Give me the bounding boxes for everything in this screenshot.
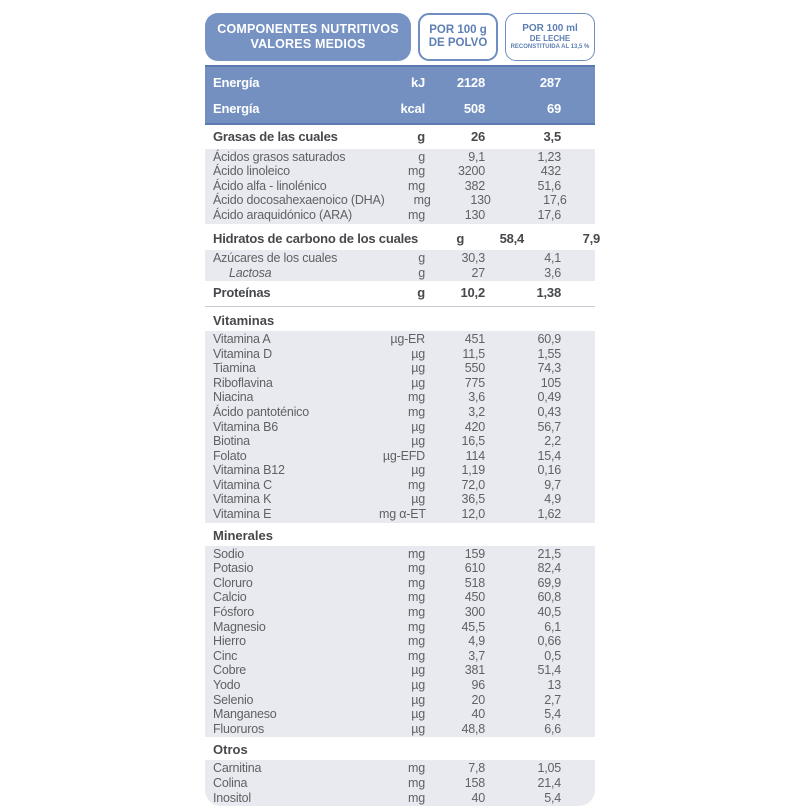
value-per-100ml: 5,4 bbox=[544, 707, 561, 722]
nutrient-label: Ácido araquidónico (ARA) bbox=[213, 207, 353, 222]
nutrient-label: Folato bbox=[213, 448, 247, 463]
nutrient-unit: µg bbox=[411, 492, 425, 507]
value-per-100g: 4,9 bbox=[468, 634, 485, 649]
value-per-100g: 130 bbox=[464, 207, 485, 222]
nutrient-row bbox=[205, 150, 595, 165]
nutrient-unit: mg bbox=[408, 546, 425, 561]
nutrient-row bbox=[205, 492, 595, 507]
nutrient-unit: mg bbox=[408, 207, 425, 222]
nutrient-row bbox=[205, 663, 595, 678]
value-per-100ml: 5,4 bbox=[544, 790, 561, 805]
value-per-100g: 96 bbox=[471, 678, 485, 692]
nutrient-unit: g bbox=[418, 251, 425, 266]
nutrient-unit: kJ bbox=[410, 75, 425, 90]
value-per-100g: 7,8 bbox=[468, 761, 485, 776]
nutrient-unit: mg bbox=[408, 605, 425, 620]
nutrient-label: Yodo bbox=[213, 678, 241, 692]
nutrient-row bbox=[205, 561, 595, 576]
value-per-100g: 382 bbox=[464, 178, 485, 193]
value-per-100g: 508 bbox=[463, 101, 485, 116]
table-title bbox=[205, 13, 411, 61]
value-per-100g: 3,2 bbox=[468, 404, 485, 419]
nutrient-row bbox=[205, 376, 595, 391]
value-per-100ml: 51,6 bbox=[537, 178, 561, 193]
nutrient-unit: mg bbox=[408, 648, 425, 663]
value-per-100ml: 69 bbox=[546, 101, 561, 116]
nutrient-band bbox=[205, 250, 595, 281]
energy-band bbox=[205, 65, 595, 125]
nutrient-row bbox=[205, 678, 595, 693]
nutrient-band bbox=[205, 760, 595, 806]
nutrient-unit: mg bbox=[408, 178, 425, 193]
value-per-100g: 610 bbox=[464, 561, 485, 576]
value-per-100ml: 0,43 bbox=[537, 404, 561, 419]
nutrient-label: Calcio bbox=[213, 590, 247, 605]
nutrient-row bbox=[205, 179, 595, 194]
value-per-100ml: 1,55 bbox=[537, 346, 561, 361]
value-per-100ml: 4,9 bbox=[544, 492, 561, 507]
nutrient-row bbox=[205, 95, 595, 121]
nutrient-label: Cinc bbox=[213, 648, 238, 663]
value-per-100ml: 3,6 bbox=[544, 265, 561, 280]
value-per-100ml: 21,5 bbox=[537, 546, 561, 561]
nutrient-unit: mg bbox=[408, 561, 425, 576]
table-title-line1: COMPONENTES NUTRITIVOS bbox=[217, 22, 399, 36]
value-per-100ml: 51,4 bbox=[537, 663, 561, 678]
section-title: Otros bbox=[213, 742, 248, 758]
nutrient-unit: mg bbox=[408, 590, 425, 605]
nutrition-facts-table bbox=[205, 13, 601, 806]
nutrient-label: Ácidos grasos saturados bbox=[213, 149, 346, 164]
value-per-100g: 36,5 bbox=[461, 492, 485, 507]
nutrient-label: Vitamina B12 bbox=[213, 463, 285, 478]
value-per-100g: 40 bbox=[471, 790, 485, 805]
nutrient-row bbox=[205, 547, 595, 562]
nutrient-unit: µg bbox=[411, 663, 425, 678]
value-per-100ml: 9,7 bbox=[544, 477, 561, 492]
section-title: Minerales bbox=[213, 527, 273, 543]
value-per-100g: 10,2 bbox=[460, 285, 485, 301]
nutrient-label: Energía bbox=[213, 101, 260, 116]
nutrient-row bbox=[205, 722, 595, 737]
value-per-100g: 381 bbox=[464, 663, 485, 678]
value-per-100ml: 4,1 bbox=[544, 251, 561, 266]
value-per-100g: 775 bbox=[464, 375, 485, 390]
nutrient-unit: g bbox=[417, 285, 425, 301]
value-per-100g: 550 bbox=[464, 361, 485, 376]
value-per-100ml: 0,49 bbox=[537, 390, 561, 405]
nutrient-unit: µg bbox=[411, 361, 425, 376]
nutrient-row bbox=[205, 634, 595, 649]
nutrient-row bbox=[205, 576, 595, 591]
nutrient-label: Ácido docosahexaenoico (DHA) bbox=[213, 193, 385, 208]
nutrient-unit: µg bbox=[411, 346, 425, 361]
value-per-100ml: 6,1 bbox=[544, 619, 561, 634]
nutrient-label: Hierro bbox=[213, 634, 246, 649]
value-per-100ml: 60,9 bbox=[537, 331, 561, 346]
nutrient-unit: mg bbox=[408, 477, 425, 492]
nutrient-label: Fluoruros bbox=[213, 721, 264, 736]
nutrient-band bbox=[205, 331, 595, 523]
nutrient-label: Biotina bbox=[213, 434, 250, 449]
value-per-100g: 2128 bbox=[456, 75, 485, 90]
per-100ml-line2: DE LECHE bbox=[529, 34, 571, 43]
value-per-100g: 159 bbox=[464, 546, 485, 561]
nutrient-unit: µg-ER bbox=[390, 331, 425, 346]
divider-line bbox=[205, 306, 595, 307]
nutrient-label: Grasas de las cuales bbox=[213, 129, 338, 144]
nutrient-label: Carnitina bbox=[213, 761, 262, 776]
nutrient-label: Energía bbox=[213, 75, 260, 90]
nutrient-unit: mg bbox=[408, 761, 425, 776]
nutrient-unit: g bbox=[418, 149, 425, 164]
nutrient-label: Niacina bbox=[213, 390, 254, 405]
nutrient-sections bbox=[205, 125, 601, 806]
value-per-100g: 30,3 bbox=[461, 251, 485, 266]
nutrient-row bbox=[205, 347, 595, 362]
value-per-100g: 3,6 bbox=[468, 390, 485, 405]
nutrient-unit: g bbox=[456, 230, 465, 246]
nutrient-label: Magnesio bbox=[213, 619, 266, 634]
nutrient-band bbox=[205, 149, 595, 224]
value-per-100g: 3200 bbox=[457, 164, 485, 179]
nutrient-row bbox=[205, 649, 595, 664]
nutrient-unit: mg bbox=[413, 193, 431, 208]
nutrient-label: Vitamina C bbox=[213, 477, 272, 492]
nutrient-unit: µg bbox=[411, 463, 425, 478]
nutrient-row bbox=[205, 361, 595, 376]
value-per-100g: 20 bbox=[471, 692, 485, 707]
nutrient-label: Vitamina K bbox=[213, 492, 272, 507]
nutrient-label: Hidratos de carbono de los cuales bbox=[213, 230, 419, 246]
nutrient-label: Vitamina D bbox=[213, 346, 272, 361]
nutrient-unit: µg bbox=[411, 707, 425, 722]
nutrient-row bbox=[205, 251, 595, 266]
nutrient-row bbox=[205, 208, 595, 223]
value-per-100ml: 7,9 bbox=[582, 230, 601, 246]
nutrient-unit: µg bbox=[411, 419, 425, 434]
nutrient-row bbox=[205, 420, 595, 435]
value-per-100ml: 74,3 bbox=[537, 361, 561, 376]
value-per-100g: 451 bbox=[464, 331, 485, 346]
value-per-100g: 48,8 bbox=[461, 721, 485, 736]
nutrient-label: Azúcares de los cuales bbox=[213, 251, 338, 266]
nutrient-row bbox=[205, 266, 595, 281]
nutrient-label: Ácido linoleico bbox=[213, 164, 290, 179]
value-per-100ml: 21,4 bbox=[537, 775, 561, 790]
value-per-100ml: 2,7 bbox=[544, 692, 561, 707]
value-per-100ml: 1,05 bbox=[537, 761, 561, 776]
value-per-100ml: 432 bbox=[540, 164, 561, 179]
value-per-100ml: 3,5 bbox=[543, 129, 561, 144]
nutrient-unit: µg bbox=[411, 692, 425, 707]
nutrient-label: Fósforo bbox=[213, 605, 254, 620]
nutrient-unit: g bbox=[418, 265, 425, 280]
value-per-100ml: 17,6 bbox=[543, 193, 567, 208]
value-per-100g: 1,19 bbox=[461, 463, 485, 478]
nutrient-unit: mg bbox=[408, 775, 425, 790]
value-per-100ml: 1,38 bbox=[536, 285, 561, 301]
nutrient-unit: µg bbox=[411, 678, 425, 692]
nutrient-row bbox=[205, 761, 595, 776]
per-100g-line2: DE POLVO bbox=[428, 37, 488, 49]
value-per-100g: 518 bbox=[464, 575, 485, 590]
nutrient-label: Colina bbox=[213, 775, 248, 790]
nutrient-row bbox=[205, 164, 595, 179]
table-title-line2: VALORES MEDIOS bbox=[250, 37, 366, 51]
value-per-100ml: 0,66 bbox=[537, 634, 561, 649]
value-per-100g: 158 bbox=[464, 775, 485, 790]
nutrient-row bbox=[205, 125, 595, 149]
value-per-100ml: 105 bbox=[540, 375, 561, 390]
nutrient-label: Inositol bbox=[213, 790, 252, 805]
per-100g-line1: POR 100 g bbox=[429, 24, 487, 36]
nutrient-label: Vitamina E bbox=[213, 507, 272, 522]
value-per-100ml: 1,62 bbox=[537, 507, 561, 522]
nutrient-label: Tiamina bbox=[213, 361, 256, 376]
nutrient-row bbox=[205, 434, 595, 449]
value-per-100ml: 82,4 bbox=[537, 561, 561, 576]
value-per-100ml: 17,6 bbox=[537, 207, 561, 222]
value-per-100ml: 40,5 bbox=[537, 605, 561, 620]
nutrient-label: Vitamina A bbox=[213, 331, 271, 346]
nutrient-label: Riboflavina bbox=[213, 375, 273, 390]
value-per-100g: 40 bbox=[471, 707, 485, 722]
nutrient-row bbox=[205, 69, 595, 95]
nutrient-row bbox=[205, 590, 595, 605]
nutrient-label: Manganeso bbox=[213, 707, 277, 722]
value-per-100ml: 56,7 bbox=[537, 419, 561, 434]
nutrient-row bbox=[205, 707, 595, 722]
nutrient-row bbox=[205, 463, 595, 478]
value-per-100ml: 1,23 bbox=[537, 149, 561, 164]
nutrient-label: Cloruro bbox=[213, 575, 253, 590]
nutrient-unit: µg bbox=[411, 375, 425, 390]
nutrient-unit: kcal bbox=[400, 101, 425, 116]
nutrient-label: Ácido alfa - linolénico bbox=[213, 178, 327, 193]
nutrient-row bbox=[205, 776, 595, 791]
value-per-100ml: 69,9 bbox=[537, 575, 561, 590]
column-header-per-100g-powder bbox=[418, 13, 498, 61]
nutrient-unit: mg bbox=[408, 634, 425, 649]
nutrient-unit: mg bbox=[408, 390, 425, 405]
value-per-100g: 11,5 bbox=[462, 346, 485, 361]
nutrient-unit: g bbox=[417, 129, 425, 144]
nutrient-label: Potasio bbox=[213, 561, 254, 576]
nutrient-row bbox=[205, 281, 595, 305]
value-per-100ml: 0,16 bbox=[537, 463, 561, 478]
nutrient-unit: µg-EFD bbox=[382, 448, 425, 463]
value-per-100g: 3,7 bbox=[468, 648, 485, 663]
value-per-100g: 12,0 bbox=[461, 507, 485, 522]
nutrient-row bbox=[205, 478, 595, 493]
value-per-100g: 58,4 bbox=[499, 230, 525, 246]
nutrient-label: Sodio bbox=[213, 546, 244, 561]
nutrient-unit: mg bbox=[408, 575, 425, 590]
nutrient-label: Lactosa bbox=[229, 265, 272, 280]
nutrient-row bbox=[205, 507, 595, 522]
value-per-100g: 72,0 bbox=[461, 477, 485, 492]
nutrient-row bbox=[205, 791, 595, 806]
nutrient-row bbox=[205, 620, 595, 635]
value-per-100g: 450 bbox=[464, 590, 485, 605]
per-100ml-line1: POR 100 ml bbox=[522, 23, 578, 34]
value-per-100g: 27 bbox=[471, 265, 485, 280]
value-per-100ml: 60,8 bbox=[537, 590, 561, 605]
value-per-100g: 45,5 bbox=[461, 619, 485, 634]
value-per-100g: 420 bbox=[464, 419, 485, 434]
value-per-100g: 16,5 bbox=[461, 434, 485, 449]
nutrient-unit: mg bbox=[408, 790, 425, 805]
column-header-per-100ml-milk bbox=[505, 13, 595, 61]
nutrient-row bbox=[205, 449, 595, 464]
value-per-100ml: 6,6 bbox=[544, 721, 561, 736]
nutrient-row bbox=[205, 332, 595, 347]
value-per-100g: 9,1 bbox=[468, 149, 485, 164]
value-per-100ml: 0,5 bbox=[544, 648, 561, 663]
nutrient-row bbox=[205, 193, 595, 208]
nutrient-label: Cobre bbox=[213, 663, 247, 678]
nutrient-row bbox=[205, 405, 595, 420]
value-per-100ml: 15,4 bbox=[537, 448, 561, 463]
per-100ml-line3: RECONSTITUIDA AL 13,5 % bbox=[510, 44, 590, 50]
value-per-100g: 26 bbox=[470, 129, 485, 144]
nutrient-unit: mg bbox=[408, 619, 425, 634]
nutrient-band bbox=[205, 546, 595, 738]
nutrient-unit: mg bbox=[408, 164, 425, 179]
nutrient-label: Proteínas bbox=[213, 285, 271, 301]
value-per-100g: 300 bbox=[464, 605, 485, 620]
nutrient-row bbox=[205, 693, 595, 708]
nutrient-unit: µg bbox=[411, 434, 425, 449]
nutrient-label: Selenio bbox=[213, 692, 254, 707]
value-per-100ml: 13 bbox=[547, 678, 561, 692]
nutrient-unit: µg bbox=[411, 721, 425, 736]
value-per-100g: 130 bbox=[470, 193, 491, 208]
nutrient-unit: mg bbox=[408, 404, 425, 419]
value-per-100g: 114 bbox=[465, 448, 485, 463]
nutrient-unit: mg α-ET bbox=[379, 507, 426, 522]
value-per-100ml: 287 bbox=[539, 75, 561, 90]
nutrient-label: Vitamina B6 bbox=[213, 419, 278, 434]
value-per-100ml: 2,2 bbox=[544, 434, 561, 449]
section-title: Vitaminas bbox=[213, 312, 275, 328]
table-header bbox=[205, 13, 595, 61]
nutrient-row bbox=[205, 390, 595, 405]
nutrient-row bbox=[205, 227, 601, 251]
nutrient-row bbox=[205, 605, 595, 620]
nutrient-label: Ácido pantoténico bbox=[213, 404, 309, 419]
